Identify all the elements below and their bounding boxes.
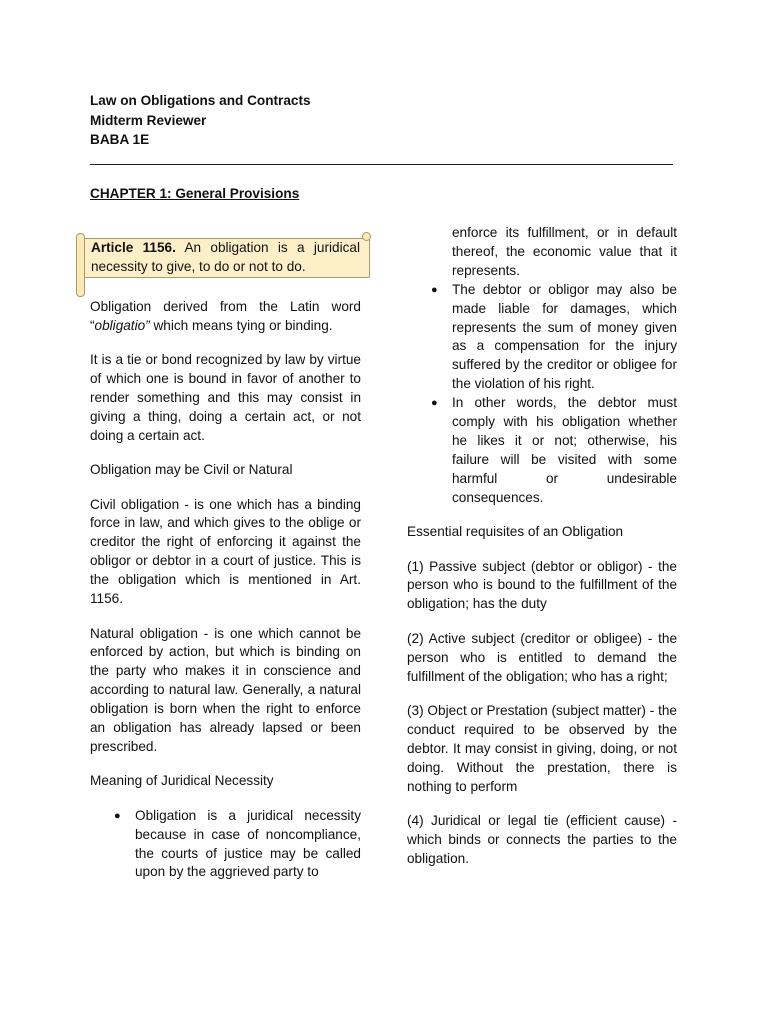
requisite-active-subject: (2) Active subject (creditor or obligee) - the person who is entitled to demand the fulfillment of the obligation; who has a right; [407,630,677,684]
scroll-curl-right [362,232,371,241]
article-body: An obligation is a juridical necessity to give, to do or not to do. [91,240,360,274]
liability-bullets [407,281,677,508]
right-column [407,224,677,884]
left-column [90,238,361,882]
article-label: Article 1156. [91,240,176,255]
chapter-title: CHAPTER 1: General Provisions [90,186,300,201]
bullet-compliance: ● In other words, the debtor must comply with his obligation whether he likes it or not; otherwise, his failure will be visited with some harmful or undesirable consequences. [407,394,677,507]
latin-word: obligatio” [94,317,150,333]
civil-obligation-paragraph: Civil obligation - is one which has a binding force in law, and which gives to the oblige or creditor the right of enforcing it against the obligor or debtor in a court of justice. This is the obligation which is mentioned in Art. 1156. [90,496,361,607]
document-header [90,91,690,150]
tie-paragraph: It is a tie or bond recognized by law by virtue of which one is bound in favor of another to render something and this may consist in giving a thing, doing a certain act, or not doing a certain act. [90,352,361,443]
natural-obligation-paragraph: Natural obligation - is one which cannot be enforced by action, but which is binding on the party who makes it in conscience and according to natural law. Generally, a natural obligation is born when the right to enforce an obligation has already lapsed or been prescribed. [90,625,361,754]
derivation-paragraph [90,298,361,336]
bullet-juridical-necessity: ● Obligation is a juridical necessity because in case of noncompliance, the courts of justice may be called upon by the aggrieved party to [90,807,361,883]
juridical-necessity-heading: Meaning of Juridical Necessity [90,773,274,789]
derivation-post: which means tying or binding. [149,317,333,333]
bullet-continuation: enforce its fulfillment, or in default thereof, the economic value that it represents. [452,225,677,278]
article-1156-text [91,239,360,277]
bullet-damages: ● The debtor or obligor may also be made liable for damages, which represents the sum of money given as a compensation for the injury suffered by the creditor or obligee for the violation of his right. [407,281,677,394]
juridical-bullets [90,807,361,883]
derivation-pre: Obligation derived from the Latin word “ [90,298,361,333]
section-code: BABA 1E [90,132,150,147]
course-title: Law on Obligations and Contracts [90,93,311,108]
requisite-passive-subject: (1) Passive subject (debtor or obligor) - the person who is bound to the fulfillment of the obligation; has the duty [407,558,677,612]
reviewer-title: Midterm Reviewer [90,112,207,128]
civil-or-natural-heading: Obligation may be Civil or Natural [90,462,293,478]
article-scroll-banner [76,238,370,278]
requisite-juridical-tie: (4) Juridical or legal tie (efficient cause) - which binds or connects the parties to the obligation. [407,812,677,866]
requisites-heading: Essential requisites of an Obligation [407,524,624,540]
scroll-curl-left [76,233,85,297]
header-divider [90,164,673,165]
requisite-object-prestation: (3) Object or Prestation (subject matter) - the conduct required to be observed by the debtor. It may consist in giving, doing, or not doing. Without the prestation, there is nothing to perform [407,702,677,794]
